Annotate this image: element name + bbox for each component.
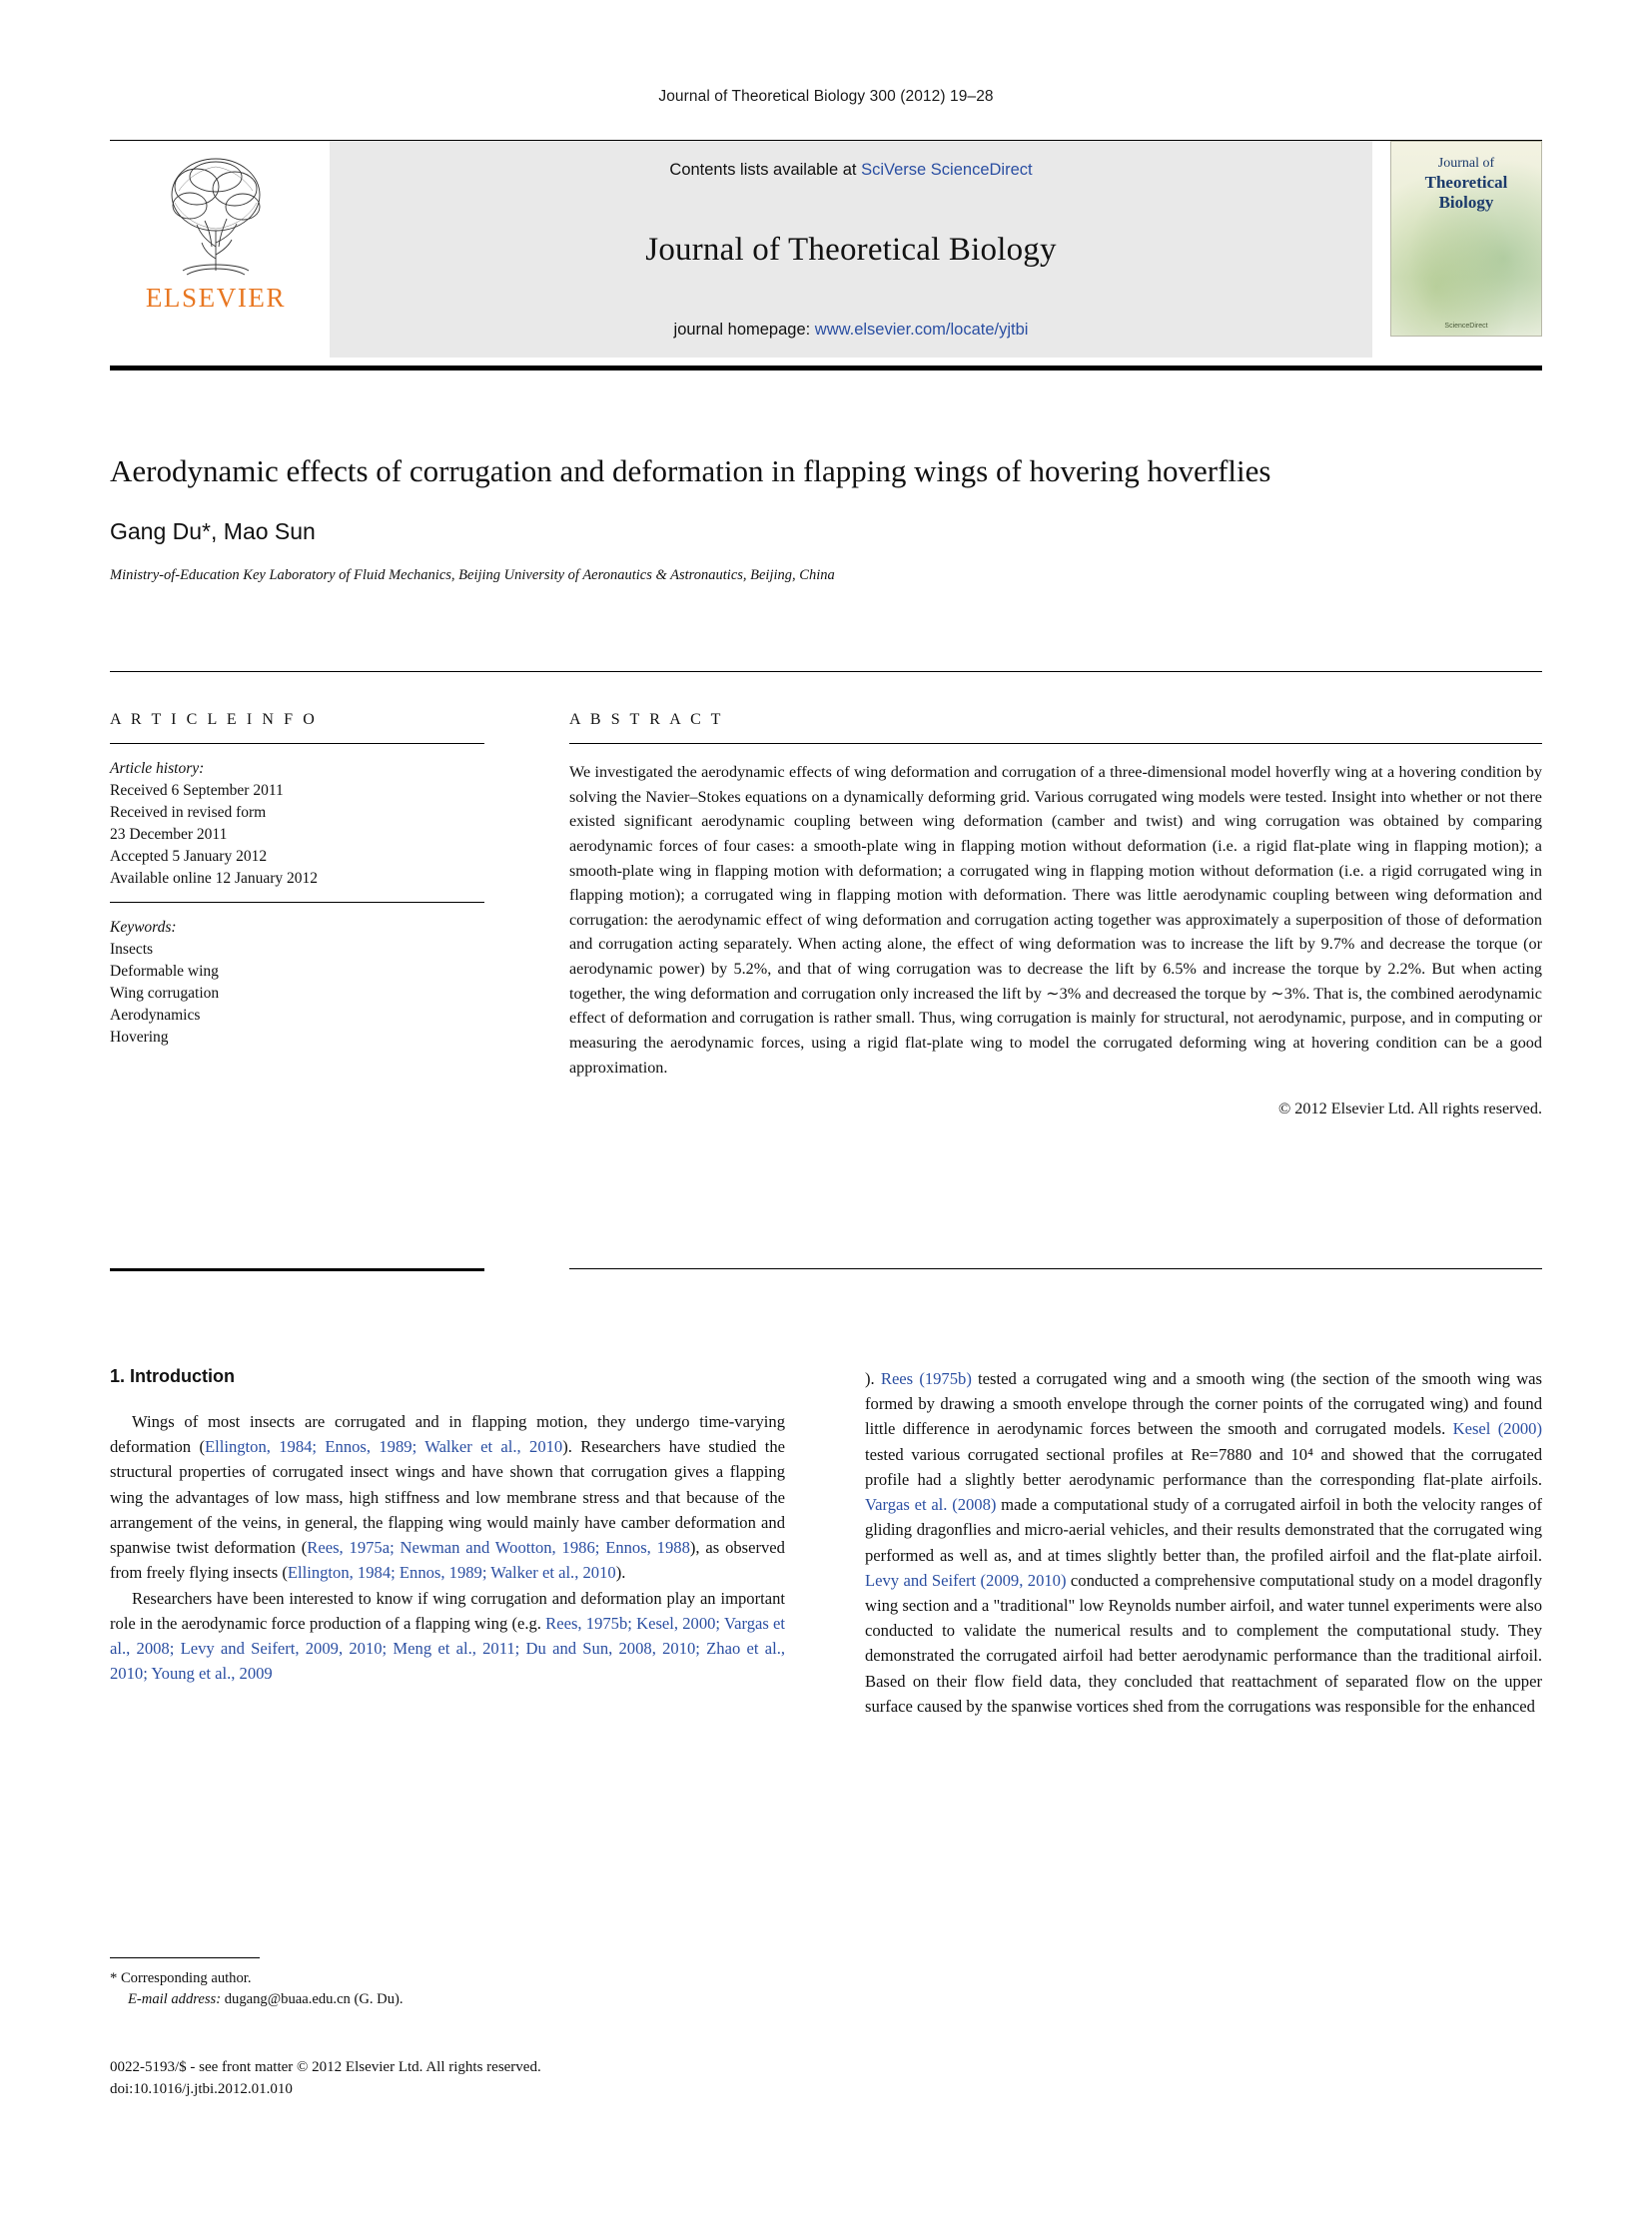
info-bottom-rule <box>110 1268 484 1271</box>
keyword-item: Deformable wing <box>110 963 219 980</box>
corresponding-author-note: * Corresponding author. <box>110 1970 252 1986</box>
history-item: Received in revised form <box>110 804 267 821</box>
email-address[interactable]: dugang@buaa.edu.cn (G. Du). <box>224 1991 404 2008</box>
abstract-bottom-rule <box>569 1268 1542 1269</box>
homepage-link[interactable]: www.elsevier.com/locate/yjtbi <box>814 321 1029 339</box>
journal-center-band <box>330 141 1372 358</box>
homepage-prefix: journal homepage: <box>673 321 815 339</box>
p1-b: ). Researchers have studied the structural properties of corrugated insect wings and have shown that corrugation gives a flapping wing the advantages of low mass, high stiffness and low membrane stress and that because of the arrangement of the veins, in general, the flapping wing would mainly have camber deformation and spanwise twist deformation ( <box>110 1437 785 1558</box>
cover-line-2: Theoretical <box>1424 172 1508 192</box>
citation[interactable]: Rees, 1975b; Kesel, 2000; Vargas et al., 2008; Levy and Seifert, 2009, 2010; Meng et al., 2011; Du and Sun, 2008, 2010; Zhao et al., 2010; Young et al., 2009 <box>110 1613 786 1684</box>
journal-cover-block <box>1382 141 1542 358</box>
page-title: Aerodynamic effects of corrugation and deformation in flapping wings of hovering hoverflies <box>110 453 1271 488</box>
abstract-text: We investigated the aerodynamic effects of wing deformation and corrugation of a three-dimensional model hoverfly wing at a hovering condition by solving the Navier–Stokes equations on a dynamically deforming grid. Various corrugated wing models were tested. Insight into whether or not there existed significant aerodynamic coupling between wing deformation (camber and twist) and wing corrugation was obtained by comparing aerodynamic forces of four cases: a smooth-plate wing in flapping motion without deformation (i.e. a rigid flat-plate wing in flapping motion); a smooth-plate wing in flapping motion with deformation; a corrugated wing in flapping motion without deformation (i.e. a rigid corrugated wing in flapping motion); a corrugated wing in flapping motion with deformation. There was little aerodynamic coupling between wing deformation and corrugation: the aerodynamic effect of wing deformation and corrugation acting together was approximately a superposition of those of deformation and corrugation acting separately. When acting alone, the effect of wing deformation was to increase the lift by 9.7% and decrease the torque (or aerodynamic power) by 5.2%, and that of wing corrugation was to decrease the lift by 6.5% and increase the torque by 2.2%. But when acting together, the wing deformation and corrugation only increased the lift by ∼3% and decreased the torque by ∼3%. That is, the combined aerodynamic effect of deformation and corrugation is rather small. Thus, wing corrugation is mainly for structural, not aerodynamic, purpose, and in computing or measuring the aerodynamic forces, using a rigid flat-plate wing to model the corrugated deforming wing at hovering condition can be a good approximation. <box>569 763 1542 1077</box>
citation[interactable]: Ellington, 1984; Ennos, 1989; Walker et al., 2010 <box>287 1563 616 1583</box>
abstract-rule <box>569 743 1542 744</box>
author-list: Gang Du*, Mao Sun <box>110 517 316 544</box>
sciencedirect-link[interactable]: SciVerse ScienceDirect <box>861 161 1033 179</box>
history-item: Received 6 September 2011 <box>110 782 284 799</box>
imprint-block <box>110 2057 809 2101</box>
elsevier-logo-block <box>110 141 322 358</box>
title-block <box>110 451 1438 584</box>
journal-header-band <box>110 140 1542 358</box>
p1-d: ). <box>615 1563 626 1583</box>
contents-line <box>669 161 1032 180</box>
footnote-block <box>110 1957 785 2010</box>
keywords-label: Keywords: <box>110 919 177 936</box>
history-item: Available online 12 January 2012 <box>110 870 319 887</box>
keyword-item: Hovering <box>110 1029 169 1046</box>
article-history-block <box>110 758 484 890</box>
history-item: 23 December 2011 <box>110 826 228 843</box>
citation[interactable]: Ellington, 1984; Ennos, 1989; Walker et al., 2010 <box>204 1437 563 1457</box>
article-info-heading: A R T I C L E I N F O <box>110 711 318 728</box>
article-info-separator <box>110 902 484 903</box>
p1-a: Wings of most insects are corrugated and in flapping motion, they undergo time-varying deformation ( <box>110 1412 785 1457</box>
body-paragraphs-right <box>865 1366 1542 1719</box>
citation[interactable]: Rees (1975b) <box>880 1369 972 1388</box>
affiliation: Ministry-of-Education Key Laboratory of Fluid Mechanics, Beijing University of Aeronautics & Astronautics, Beijing, China <box>110 566 835 583</box>
contents-prefix: Contents lists available at <box>669 161 862 179</box>
section-heading-introduction: 1. Introduction <box>110 1366 235 1386</box>
p2-a: Researchers have been interested to know if wing corrugation and deformation play an important role in the aerodynamic force production of a flapping wing (e.g. <box>110 1588 785 1633</box>
journal-cover-image <box>1390 141 1542 337</box>
keywords-block <box>110 917 484 1049</box>
email-note <box>110 1989 785 2010</box>
cover-bottom-text: ScienceDirect <box>1444 323 1488 330</box>
body-paragraphs-left <box>110 1409 785 1686</box>
cover-line-3: Biology <box>1438 192 1494 212</box>
p2-b: ). <box>865 1369 881 1388</box>
keyword-item: Wing corrugation <box>110 985 220 1002</box>
p2-c: tested a corrugated wing and a smooth wing (the section of the smooth wing was formed by drawing a smooth envelope through the corner points of the corrugated wing) and found little difference in aerodynamic forces between the smooth and corrugated models. <box>865 1369 1542 1439</box>
article-history-label: Article history: <box>110 760 205 777</box>
elsevier-wordmark: ELSEVIER <box>145 283 287 313</box>
citation[interactable]: Vargas et al. (2008) <box>865 1495 997 1515</box>
body-column-right <box>865 1366 1542 1719</box>
copyright-line: © 2012 Elsevier Ltd. All rights reserved. <box>1277 1100 1542 1118</box>
citation[interactable]: Rees, 1975a; Newman and Wootton, 1986; Ennos, 1988 <box>307 1538 690 1558</box>
email-label: E-mail address: <box>128 1991 225 2008</box>
abstract-column <box>569 711 1542 1118</box>
p2-f: conducted a comprehensive computational study on a model dragonfly wing section and a "traditional" low Reynolds number airfoil, and water tunnel experiments were also conducted to validate the numerical results and to complement the computational study. They demonstrated the corrugated airfoil had better aerodynamic performance than the traditional airfoil. Based on their flow field data, they concluded that reattachment of separated flow on the upper surface caused by the spanwise vortices shed from the corrugations was responsible for the enhanced <box>865 1570 1542 1716</box>
cover-line-1: Journal of <box>1437 156 1495 171</box>
p2-d: tested various corrugated sectional profiles at Re=7880 and 10⁴ and showed that the corrugated profile had a slightly better aerodynamic performance than the corresponding flat-plate airfoils. <box>865 1444 1542 1489</box>
citation[interactable]: Levy and Seifert (2009, 2010) <box>865 1570 1067 1590</box>
paragraph-2-part2 <box>865 1366 1542 1719</box>
history-item: Accepted 5 January 2012 <box>110 848 268 865</box>
homepage-line <box>674 321 1029 340</box>
paragraph-2-part1 <box>110 1586 785 1687</box>
citation[interactable]: Kesel (2000) <box>1452 1419 1542 1439</box>
doi-line: doi:10.1016/j.jtbi.2012.01.010 <box>110 2080 293 2097</box>
header-bottom-rule <box>110 366 1542 370</box>
running-head: Journal of Theoretical Biology 300 (2012) 19–28 <box>658 88 994 105</box>
article-info-column <box>110 711 484 1049</box>
abstract-heading: A B S T R A C T <box>569 711 724 728</box>
p1-c: ), as observed from freely flying insects ( <box>110 1538 785 1583</box>
journal-title: Journal of Theoretical Biology <box>645 232 1057 268</box>
affiliation-rule <box>110 671 1542 672</box>
elsevier-tree-icon <box>157 151 275 279</box>
issn-line: 0022-5193/$ - see front matter © 2012 Elsevier Ltd. All rights reserved. <box>110 2059 541 2075</box>
p2-e: made a computational study of a corrugated airfoil in both the velocity ranges of gliding dragonflies and micro-aerial vehicles, and their results demonstrated that the corrugated wing performed as well as, and at times slightly better than, the profiled airfoil and the flat-plate airfoil. <box>865 1495 1543 1565</box>
keyword-item: Aerodynamics <box>110 1007 201 1024</box>
paragraph-1 <box>110 1409 785 1586</box>
article-info-rule <box>110 743 484 744</box>
keyword-item: Insects <box>110 941 154 958</box>
footnote-rule <box>110 1957 260 1958</box>
body-column-left <box>110 1366 785 1686</box>
